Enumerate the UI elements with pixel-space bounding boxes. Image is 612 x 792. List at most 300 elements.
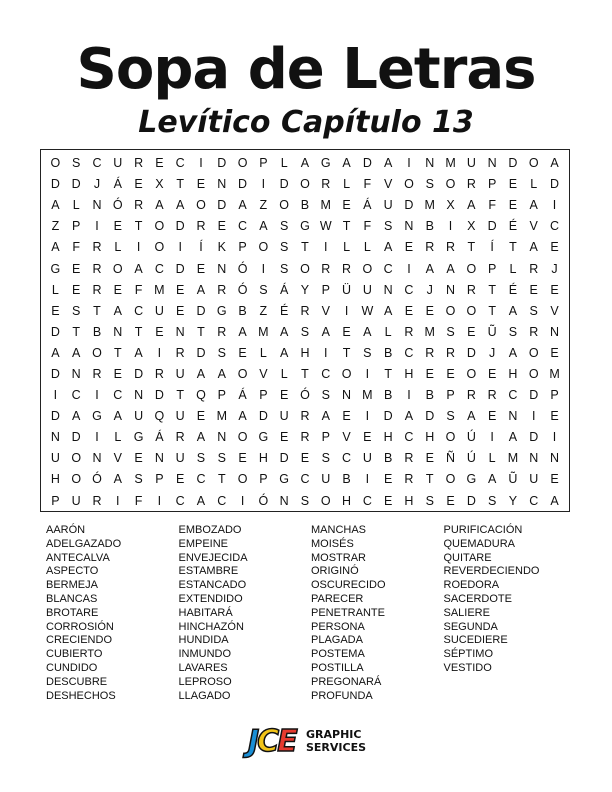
grid-cell[interactable]: D [50, 324, 60, 339]
grid-cell[interactable]: F [72, 240, 81, 255]
grid-cell[interactable]: K [217, 240, 226, 255]
grid-cell[interactable]: R [487, 388, 497, 403]
grid-cell[interactable]: A [425, 261, 434, 276]
grid-cell[interactable]: O [300, 261, 310, 276]
grid-cell[interactable]: N [154, 451, 164, 466]
grid-cell[interactable]: Ũ [508, 472, 518, 487]
grid-cell[interactable]: P [550, 388, 559, 403]
grid-cell[interactable]: F [363, 219, 372, 234]
grid-cell[interactable]: Y [300, 282, 310, 297]
grid-cell[interactable]: A [51, 198, 60, 213]
grid-cell[interactable]: P [51, 493, 60, 508]
grid-cell[interactable]: J [551, 261, 558, 276]
grid-cell[interactable]: R [529, 261, 539, 276]
grid-cell[interactable]: O [466, 303, 477, 318]
grid-cell[interactable]: P [259, 156, 268, 171]
grid-cell[interactable]: E [155, 324, 164, 339]
grid-cell[interactable]: S [383, 219, 393, 234]
grid-cell[interactable]: N [550, 451, 560, 466]
grid-cell[interactable]: E [404, 240, 414, 255]
grid-cell[interactable]: R [466, 282, 476, 297]
grid-cell[interactable]: A [508, 345, 518, 360]
grid-cell[interactable]: E [134, 451, 143, 466]
grid-cell[interactable]: A [155, 198, 164, 213]
grid-cell[interactable]: U [154, 303, 164, 318]
grid-cell[interactable]: I [240, 493, 245, 508]
grid-cell[interactable]: O [528, 345, 539, 360]
grid-cell[interactable]: T [217, 472, 226, 487]
grid-cell[interactable]: O [528, 156, 539, 171]
grid-cell[interactable]: A [217, 366, 226, 381]
grid-cell[interactable]: B [92, 324, 102, 339]
grid-cell[interactable]: T [301, 366, 309, 381]
grid-cell[interactable]: M [424, 198, 435, 213]
grid-cell[interactable]: A [383, 240, 393, 255]
grid-cell[interactable]: L [72, 198, 80, 213]
grid-cell[interactable]: A [321, 324, 330, 339]
grid-cell[interactable]: L [384, 324, 392, 339]
grid-cell[interactable]: E [72, 282, 81, 297]
grid-cell[interactable]: I [490, 430, 494, 445]
grid-cell[interactable]: E [238, 451, 247, 466]
grid-cell[interactable]: Ú [466, 430, 476, 445]
grid-cell[interactable]: D [50, 177, 60, 192]
grid-cell[interactable]: E [487, 366, 497, 381]
grid-cell[interactable]: E [425, 303, 434, 318]
grid-cell[interactable]: E [363, 430, 372, 445]
grid-cell[interactable]: U [529, 472, 539, 487]
grid-cell[interactable]: P [321, 282, 330, 297]
grid-cell[interactable]: I [324, 345, 328, 360]
grid-cell[interactable]: L [343, 177, 351, 192]
grid-cell[interactable]: H [342, 493, 352, 508]
grid-cell[interactable]: A [113, 472, 122, 487]
grid-cell[interactable]: C [134, 303, 144, 318]
grid-cell[interactable]: E [217, 219, 226, 234]
grid-cell[interactable]: O [279, 198, 290, 213]
grid-cell[interactable]: A [238, 324, 247, 339]
grid-cell[interactable]: I [344, 303, 349, 318]
grid-cell[interactable]: G [50, 261, 61, 276]
grid-cell[interactable]: C [404, 430, 414, 445]
grid-cell[interactable]: D [279, 451, 289, 466]
grid-cell[interactable]: O [258, 240, 269, 255]
grid-cell[interactable]: A [550, 156, 559, 171]
grid-cell[interactable]: I [116, 493, 120, 508]
grid-cell[interactable]: I [157, 493, 162, 508]
grid-cell[interactable]: S [217, 345, 226, 360]
grid-cell[interactable]: N [425, 156, 435, 171]
grid-cell[interactable]: A [529, 198, 538, 213]
grid-cell[interactable]: A [467, 198, 476, 213]
grid-cell[interactable]: A [300, 156, 310, 171]
grid-cell[interactable]: O [466, 261, 477, 276]
grid-cell[interactable]: É [508, 219, 518, 234]
grid-cell[interactable]: O [237, 472, 248, 487]
grid-cell[interactable]: R [321, 261, 331, 276]
grid-cell[interactable]: U [175, 451, 185, 466]
grid-cell[interactable]: D [466, 345, 476, 360]
grid-cell[interactable]: R [92, 240, 102, 255]
grid-cell[interactable]: A [113, 303, 122, 318]
grid-cell[interactable]: C [196, 472, 206, 487]
grid-cell[interactable]: W [361, 303, 374, 318]
grid-cell[interactable]: É [508, 282, 518, 297]
grid-cell[interactable]: N [71, 366, 81, 381]
grid-cell[interactable]: N [383, 282, 393, 297]
grid-cell[interactable]: I [531, 409, 536, 424]
grid-cell[interactable]: D [425, 409, 435, 424]
grid-cell[interactable]: T [301, 240, 309, 255]
grid-cell[interactable]: Ó [300, 388, 310, 403]
grid-cell[interactable]: E [176, 282, 185, 297]
grid-cell[interactable]: I [261, 261, 266, 276]
grid-cell[interactable]: L [363, 240, 371, 255]
grid-cell[interactable]: F [488, 198, 496, 213]
grid-cell[interactable]: I [199, 156, 203, 171]
grid-cell[interactable]: E [446, 493, 455, 508]
grid-cell[interactable]: H [404, 493, 414, 508]
grid-cell[interactable]: D [71, 430, 81, 445]
grid-cell[interactable]: R [175, 345, 185, 360]
grid-cell[interactable]: I [365, 366, 370, 381]
grid-cell[interactable]: N [508, 409, 518, 424]
grid-cell[interactable]: S [363, 345, 372, 360]
grid-cell[interactable]: S [529, 303, 538, 318]
grid-cell[interactable]: R [134, 198, 144, 213]
grid-cell[interactable]: N [50, 430, 60, 445]
grid-cell[interactable]: L [343, 240, 351, 255]
grid-cell[interactable]: A [72, 345, 81, 360]
grid-cell[interactable]: I [552, 198, 557, 213]
grid-cell[interactable]: S [72, 156, 81, 171]
grid-cell[interactable]: R [92, 493, 102, 508]
grid-cell[interactable]: V [342, 430, 351, 445]
grid-cell[interactable]: D [175, 261, 185, 276]
grid-cell[interactable]: S [321, 388, 330, 403]
grid-cell[interactable]: E [550, 282, 559, 297]
grid-cell[interactable]: O [320, 493, 331, 508]
grid-cell[interactable]: U [50, 451, 60, 466]
grid-cell[interactable]: M [362, 388, 373, 403]
grid-cell[interactable]: C [383, 261, 393, 276]
grid-cell[interactable]: G [279, 472, 290, 487]
grid-cell[interactable]: H [50, 472, 60, 487]
grid-cell[interactable]: E [529, 282, 538, 297]
grid-cell[interactable]: E [113, 282, 122, 297]
grid-cell[interactable]: Ũ [487, 324, 497, 339]
grid-cell[interactable]: A [404, 409, 414, 424]
grid-cell[interactable]: H [508, 366, 518, 381]
grid-cell[interactable]: S [279, 261, 289, 276]
grid-cell[interactable]: D [50, 366, 60, 381]
grid-cell[interactable]: A [383, 303, 393, 318]
grid-cell[interactable]: D [134, 366, 144, 381]
grid-cell[interactable]: O [237, 430, 248, 445]
grid-cell[interactable]: A [342, 156, 351, 171]
grid-cell[interactable]: W [319, 219, 332, 234]
grid-cell[interactable]: P [446, 388, 455, 403]
grid-cell[interactable]: D [154, 388, 164, 403]
grid-cell[interactable]: T [488, 282, 496, 297]
grid-cell[interactable]: F [363, 177, 372, 192]
grid-cell[interactable]: L [114, 430, 122, 445]
grid-cell[interactable]: E [383, 472, 393, 487]
grid-cell[interactable]: E [550, 472, 559, 487]
grid-cell[interactable]: A [487, 472, 497, 487]
grid-cell[interactable]: O [154, 219, 165, 234]
grid-cell[interactable]: Q [154, 409, 165, 424]
grid-cell[interactable]: R [154, 366, 164, 381]
grid-cell[interactable]: Á [155, 430, 164, 445]
grid-cell[interactable]: É [279, 303, 289, 318]
grid-cell[interactable]: I [95, 388, 99, 403]
grid-cell[interactable]: L [509, 261, 517, 276]
grid-cell[interactable]: Á [279, 282, 289, 297]
grid-cell[interactable]: L [488, 451, 496, 466]
grid-cell[interactable]: D [196, 345, 206, 360]
grid-cell[interactable]: I [324, 240, 328, 255]
grid-cell[interactable]: P [217, 388, 226, 403]
grid-cell[interactable]: D [466, 493, 476, 508]
grid-cell[interactable]: V [321, 303, 330, 318]
grid-cell[interactable]: P [72, 219, 81, 234]
grid-cell[interactable]: O [445, 430, 456, 445]
grid-cell[interactable]: P [487, 177, 497, 192]
grid-cell[interactable]: G [216, 303, 227, 318]
grid-cell[interactable]: U [321, 472, 331, 487]
grid-cell[interactable]: E [176, 472, 185, 487]
grid-cell[interactable]: A [550, 493, 559, 508]
grid-cell[interactable]: E [342, 198, 351, 213]
grid-cell[interactable]: D [550, 177, 560, 192]
grid-cell[interactable]: C [550, 219, 560, 234]
grid-cell[interactable]: A [529, 240, 538, 255]
grid-cell[interactable]: O [92, 345, 102, 360]
grid-cell[interactable]: Q [196, 388, 206, 403]
grid-cell[interactable]: L [280, 156, 288, 171]
grid-cell[interactable]: A [467, 409, 476, 424]
grid-cell[interactable]: Z [259, 303, 268, 318]
grid-cell[interactable]: Y [508, 493, 518, 508]
grid-cell[interactable]: B [425, 219, 434, 234]
grid-cell[interactable]: G [300, 219, 310, 234]
grid-cell[interactable]: A [446, 261, 455, 276]
grid-cell[interactable]: D [71, 177, 81, 192]
grid-cell[interactable]: I [407, 156, 411, 171]
grid-cell[interactable]: R [196, 219, 206, 234]
grid-cell[interactable]: E [508, 198, 518, 213]
grid-cell[interactable]: I [365, 409, 370, 424]
grid-cell[interactable]: R [92, 282, 102, 297]
grid-cell[interactable]: Í [490, 240, 494, 255]
grid-cell[interactable]: T [197, 324, 205, 339]
grid-cell[interactable]: E [550, 409, 559, 424]
grid-cell[interactable]: E [176, 303, 185, 318]
grid-cell[interactable]: R [466, 177, 476, 192]
grid-cell[interactable]: N [175, 324, 185, 339]
grid-cell[interactable]: S [425, 493, 434, 508]
grid-cell[interactable]: L [259, 345, 267, 360]
grid-cell[interactable]: E [51, 303, 60, 318]
grid-cell[interactable]: E [113, 219, 122, 234]
grid-cell[interactable]: V [383, 177, 393, 192]
grid-cell[interactable]: D [529, 388, 539, 403]
grid-cell[interactable]: E [383, 493, 393, 508]
grid-cell[interactable]: E [425, 451, 434, 466]
grid-cell[interactable]: T [176, 177, 184, 192]
grid-cell[interactable]: C [342, 451, 352, 466]
grid-cell[interactable]: I [157, 345, 162, 360]
grid-cell[interactable]: I [407, 261, 411, 276]
grid-cell[interactable]: M [549, 366, 560, 381]
grid-cell[interactable]: T [134, 219, 143, 234]
grid-cell[interactable]: Ó [258, 493, 269, 508]
grid-cell[interactable]: A [196, 282, 206, 297]
grid-cell[interactable]: B [300, 198, 310, 213]
grid-cell[interactable]: S [259, 282, 268, 297]
grid-cell[interactable]: A [196, 493, 206, 508]
grid-cell[interactable]: R [404, 451, 414, 466]
grid-cell[interactable]: I [95, 430, 99, 445]
grid-cell[interactable]: C [404, 345, 414, 360]
grid-cell[interactable]: I [448, 219, 453, 234]
grid-cell[interactable]: O [445, 177, 456, 192]
grid-cell[interactable]: D [196, 303, 206, 318]
grid-cell[interactable]: N [217, 261, 227, 276]
grid-cell[interactable]: Ó [237, 282, 248, 297]
grid-cell[interactable]: S [72, 303, 81, 318]
grid-cell[interactable]: T [467, 240, 476, 255]
grid-cell[interactable]: N [550, 324, 560, 339]
grid-cell[interactable]: E [404, 303, 414, 318]
grid-cell[interactable]: C [113, 388, 123, 403]
grid-cell[interactable]: L [280, 366, 288, 381]
grid-cell[interactable]: A [321, 409, 330, 424]
grid-cell[interactable]: P [155, 472, 164, 487]
grid-cell[interactable]: P [487, 261, 497, 276]
grid-cell[interactable]: P [238, 240, 247, 255]
grid-cell[interactable]: O [528, 366, 539, 381]
grid-cell[interactable]: M [507, 451, 519, 466]
grid-cell[interactable]: O [71, 472, 82, 487]
grid-cell[interactable]: C [175, 493, 185, 508]
grid-cell[interactable]: A [51, 345, 60, 360]
grid-cell[interactable]: N [487, 156, 497, 171]
grid-cell[interactable]: T [134, 324, 143, 339]
grid-cell[interactable]: M [320, 198, 331, 213]
grid-cell[interactable]: S [134, 472, 143, 487]
grid-cell[interactable]: Z [259, 198, 268, 213]
grid-cell[interactable]: F [134, 493, 143, 508]
grid-cell[interactable]: R [217, 282, 227, 297]
grid-cell[interactable]: C [362, 493, 372, 508]
grid-cell[interactable]: N [404, 219, 414, 234]
grid-cell[interactable]: N [92, 198, 102, 213]
grid-cell[interactable]: S [425, 177, 434, 192]
grid-cell[interactable]: A [238, 409, 247, 424]
grid-cell[interactable]: R [92, 261, 102, 276]
grid-cell[interactable]: I [552, 430, 557, 445]
grid-cell[interactable]: N [134, 388, 144, 403]
grid-cell[interactable]: Á [238, 388, 247, 403]
grid-cell[interactable]: E [279, 388, 289, 403]
grid-cell[interactable]: A [134, 261, 143, 276]
grid-cell[interactable]: N [217, 430, 227, 445]
grid-cell[interactable]: Ü [342, 282, 352, 297]
grid-cell[interactable]: G [92, 409, 102, 424]
grid-cell[interactable]: D [279, 177, 289, 192]
grid-cell[interactable]: Ú [466, 451, 476, 466]
grid-cell[interactable]: X [446, 198, 455, 213]
grid-cell[interactable]: C [321, 366, 331, 381]
grid-cell[interactable]: E [508, 177, 518, 192]
grid-cell[interactable]: Z [51, 219, 60, 234]
grid-cell[interactable]: E [279, 430, 289, 445]
grid-cell[interactable]: T [93, 303, 101, 318]
grid-cell[interactable]: S [300, 493, 310, 508]
grid-cell[interactable]: S [446, 324, 455, 339]
grid-cell[interactable]: R [134, 156, 144, 171]
grid-cell[interactable]: G [133, 430, 144, 445]
grid-cell[interactable]: N [217, 177, 227, 192]
grid-cell[interactable]: E [550, 240, 559, 255]
grid-cell[interactable]: C [300, 472, 310, 487]
grid-cell[interactable]: P [321, 430, 330, 445]
grid-cell[interactable]: X [467, 219, 476, 234]
grid-cell[interactable]: H [404, 366, 414, 381]
grid-cell[interactable]: Ñ [446, 451, 456, 466]
grid-cell[interactable]: U [362, 451, 372, 466]
grid-cell[interactable]: I [261, 177, 266, 192]
grid-cell[interactable]: Á [113, 177, 122, 192]
grid-cell[interactable]: I [53, 388, 58, 403]
grid-cell[interactable]: I [178, 240, 182, 255]
grid-cell[interactable]: I [95, 219, 99, 234]
grid-cell[interactable]: D [383, 409, 393, 424]
grid-cell[interactable]: I [136, 240, 141, 255]
grid-cell[interactable]: S [446, 409, 455, 424]
grid-cell[interactable]: E [196, 261, 206, 276]
grid-cell[interactable]: C [529, 493, 539, 508]
grid-cell[interactable]: A [508, 430, 518, 445]
grid-cell[interactable]: A [196, 430, 206, 445]
grid-cell[interactable]: S [279, 219, 289, 234]
grid-cell[interactable]: O [71, 451, 82, 466]
grid-cell[interactable]: E [196, 177, 206, 192]
grid-cell[interactable]: E [238, 345, 247, 360]
grid-cell[interactable]: X [155, 177, 164, 192]
grid-cell[interactable]: D [217, 156, 227, 171]
grid-cell[interactable]: P [259, 388, 268, 403]
grid-cell[interactable]: E [134, 177, 143, 192]
grid-cell[interactable]: R [342, 261, 352, 276]
grid-cell[interactable]: G [320, 156, 331, 171]
grid-cell[interactable]: A [279, 345, 289, 360]
grid-cell[interactable]: O [112, 261, 123, 276]
grid-cell[interactable]: O [154, 240, 165, 255]
grid-cell[interactable]: C [217, 493, 227, 508]
grid-cell[interactable]: D [362, 156, 372, 171]
grid-cell[interactable]: R [321, 177, 331, 192]
grid-cell[interactable]: F [134, 282, 143, 297]
grid-cell[interactable]: E [446, 366, 455, 381]
grid-cell[interactable]: M [445, 156, 456, 171]
grid-cell[interactable]: O [50, 156, 61, 171]
grid-cell[interactable]: O [362, 261, 373, 276]
grid-cell[interactable]: T [176, 388, 184, 403]
grid-cell[interactable]: C [508, 388, 518, 403]
